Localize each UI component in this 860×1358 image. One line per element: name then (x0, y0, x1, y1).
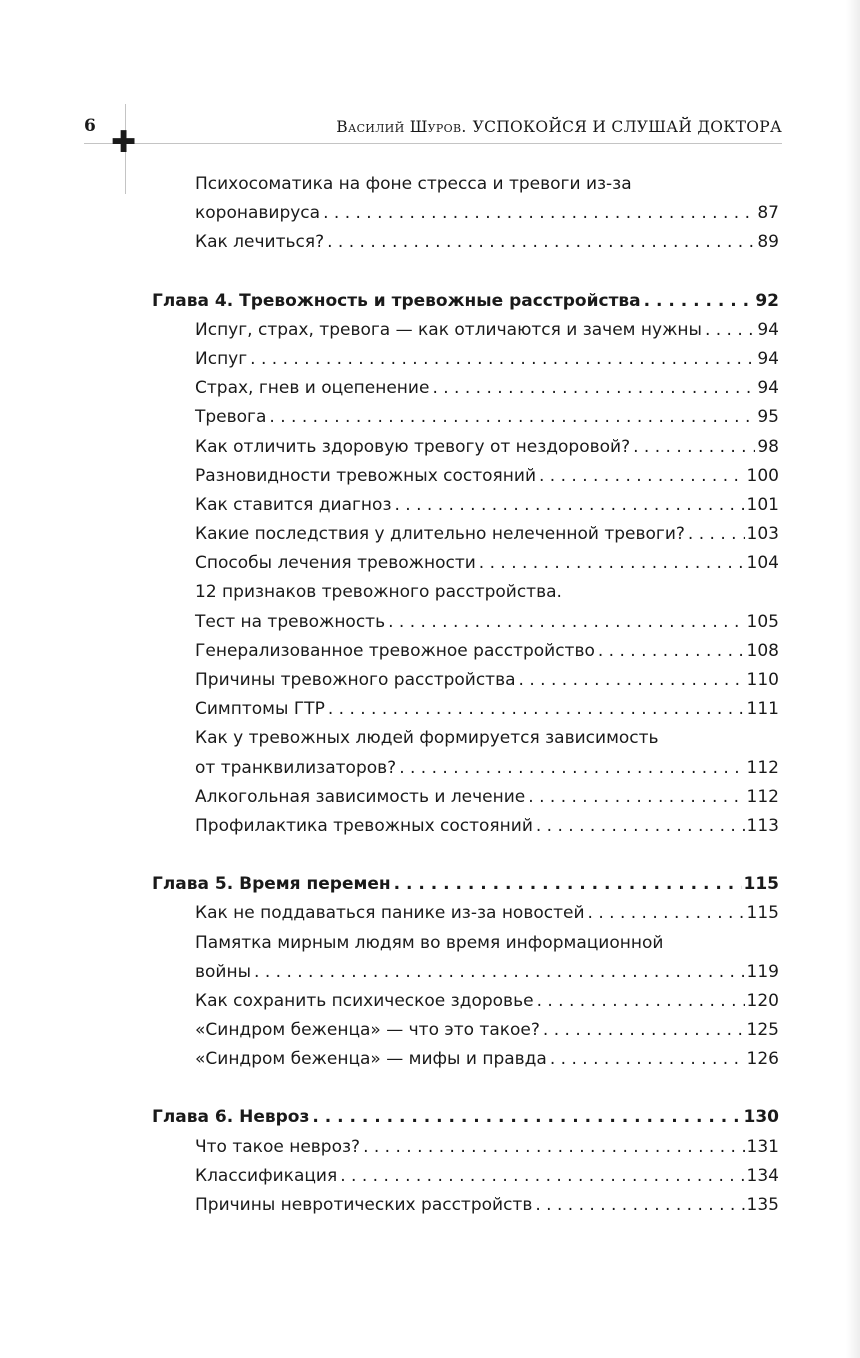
dot-leader (325, 695, 745, 724)
toc-entry (152, 754, 779, 783)
page-edge-shadow (846, 0, 860, 1358)
toc-entry-page-number: 101 (746, 494, 779, 515)
toc-entry (152, 608, 779, 637)
toc-entry-title: Психосоматика на фоне стресса и тревоги из-за (195, 174, 632, 194)
toc-entry (152, 549, 779, 578)
toc-entry (152, 316, 779, 345)
toc-entry-title: Причины невротических расстройств (195, 1195, 533, 1215)
toc-entry-title: Как не поддаваться панике из-за новостей (195, 903, 585, 924)
toc-entry-title: коронавируса (195, 203, 321, 224)
dot-leader (324, 228, 755, 257)
toc-entry-page-number: 112 (746, 757, 779, 778)
toc-entry-title: Профилактика тревожных состояний (195, 815, 533, 836)
dot-leader (385, 608, 744, 637)
toc-entry-page-number: 131 (746, 1136, 779, 1157)
toc-entry-title: Как ставится диагноз (195, 494, 392, 515)
toc-entry-page-number: 95 (757, 407, 779, 428)
toc-entry (152, 1016, 779, 1045)
toc-entry (152, 783, 779, 812)
toc-entry (152, 958, 779, 987)
toc-entry-title: 12 признаков тревожного расстройства. (195, 582, 562, 603)
table-of-contents (152, 170, 779, 1220)
toc-entry (152, 1045, 779, 1074)
toc-entry (152, 228, 779, 257)
toc-entry-page-number: 87 (757, 203, 779, 224)
dot-leader (309, 1103, 741, 1132)
toc-entry-page-number: 89 (757, 232, 779, 253)
dot-leader (533, 812, 745, 841)
toc-entry-page-number: 115 (746, 903, 779, 924)
chapter-heading-page-number: 130 (743, 1107, 779, 1128)
dot-leader (630, 433, 755, 462)
toc-entry-page-number: 110 (746, 670, 779, 690)
toc-entry (152, 374, 779, 403)
chapter-heading (152, 287, 779, 316)
toc-entry-title: войны (195, 961, 252, 982)
toc-entry-title: Какие последствия у длительно нелеченной тревоги? (195, 524, 685, 545)
dot-leader (685, 520, 745, 549)
toc-entry (152, 666, 779, 695)
toc-entry-title: Алкогольная зависимость и лечение (195, 786, 526, 807)
dot-leader (641, 287, 754, 316)
dot-leader (585, 899, 745, 928)
toc-entry-title: Тест на тревожность (195, 611, 386, 632)
toc-entry-page-number: 100 (746, 465, 779, 486)
toc-entry-page-number: 119 (746, 961, 779, 982)
dot-leader (320, 199, 755, 228)
toc-entry-page-number: 135 (746, 1195, 779, 1215)
toc-entry-title: Как лечиться? (195, 232, 325, 253)
toc-entry-title: Как отличить здоровую тревогу от нездоровой? (195, 436, 631, 457)
running-title (336, 117, 782, 137)
toc-entry-title: Что такое невроз? (195, 1136, 361, 1157)
toc-entry-title: Памятка мирным людям во время информационной (195, 932, 664, 953)
dot-leader (595, 637, 745, 666)
toc-entry-title: Как сохранить психическое здоровье (195, 990, 534, 1011)
toc-entry-page-number: 113 (746, 815, 779, 836)
toc-entry (152, 812, 779, 841)
dot-leader (547, 1045, 745, 1074)
toc-section (152, 287, 779, 842)
running-title-author: Василий Шуров. (336, 118, 467, 136)
toc-entry (152, 695, 779, 724)
toc-entry-page-number: 108 (746, 640, 779, 661)
header-rule (84, 143, 782, 144)
toc-entry (152, 403, 779, 432)
toc-entry-page-number: 134 (746, 1165, 779, 1186)
toc-entry-page-number: 120 (746, 990, 779, 1011)
toc-entry-title: Испуг, страх, тревога — как отличаются и зачем нужны (195, 319, 702, 340)
dot-leader (702, 316, 755, 345)
running-title-book: УСПОКОЙСЯ И СЛУШАЙ ДОКТОРА (472, 118, 782, 136)
toc-entry (152, 520, 779, 549)
toc-entry-title: Способы лечения тревожности (195, 553, 476, 574)
toc-entry-page-number: 111 (746, 699, 779, 720)
crop-mark-cross-icon: ✚ (111, 125, 137, 160)
chapter-heading-title: Глава 4. Тревожность и тревожные расстройства (152, 290, 641, 311)
toc-entry-title: от транквилизаторов? (195, 757, 397, 778)
dot-leader (536, 462, 745, 491)
toc-entry (152, 929, 779, 958)
dot-leader (429, 374, 755, 403)
chapter-heading (152, 1103, 779, 1132)
chapter-heading (152, 870, 779, 899)
toc-entry (152, 345, 779, 374)
toc-entry-title: Симптомы ГТР (195, 699, 325, 720)
page-number: 6 (84, 116, 96, 136)
toc-entry-page-number: 125 (746, 1020, 779, 1041)
toc-entry (152, 1191, 779, 1220)
toc-entry-page-number: 103 (746, 524, 779, 545)
toc-entry (152, 899, 779, 928)
toc-entry-page-number: 104 (746, 553, 779, 574)
toc-entry-page-number: 126 (746, 1049, 779, 1070)
toc-entry-title: Причины тревожного расстройства (195, 670, 516, 690)
toc-section (152, 170, 779, 258)
toc-entry-page-number: 94 (757, 348, 779, 369)
dot-leader (516, 666, 745, 695)
chapter-heading-title: Глава 6. Невроз (152, 1107, 310, 1128)
toc-entry-title: Классификация (195, 1165, 338, 1186)
toc-entry-title: «Синдром беженца» — мифы и правда (195, 1049, 547, 1070)
toc-entry-title: Как у тревожных людей формируется зависимость (195, 728, 659, 749)
toc-entry-title: Тревога (195, 407, 267, 428)
chapter-heading-page-number: 115 (743, 874, 779, 895)
dot-leader (534, 987, 745, 1016)
toc-section (152, 870, 779, 1074)
dot-leader (247, 345, 755, 374)
toc-entry (152, 1133, 779, 1162)
chapter-heading-title: Глава 5. Время перемен (152, 874, 391, 895)
dot-leader (391, 870, 742, 899)
dot-leader (266, 403, 755, 432)
toc-entry-title: Разновидности тревожных состояний (195, 465, 536, 486)
dot-leader (251, 958, 745, 987)
toc-entry (152, 199, 779, 228)
dot-leader (525, 783, 744, 812)
toc-entry (152, 578, 779, 607)
toc-entry-title: Испуг (195, 348, 248, 369)
dot-leader (532, 1191, 744, 1220)
toc-section (152, 1103, 779, 1220)
dot-leader (396, 754, 744, 783)
toc-entry-title: «Синдром беженца» — что это такое? (195, 1020, 540, 1041)
dot-leader (476, 549, 745, 578)
toc-entry (152, 637, 779, 666)
toc-entry-title: Генерализованное тревожное расстройство (195, 640, 595, 661)
toc-entry (152, 491, 779, 520)
toc-entry (152, 724, 779, 753)
toc-entry-title: Страх, гнев и оцепенение (195, 378, 430, 399)
dot-leader (337, 1162, 744, 1191)
dot-leader (360, 1133, 744, 1162)
toc-entry-page-number: 98 (757, 436, 779, 457)
toc-entry-page-number: 105 (746, 611, 779, 632)
toc-entry (152, 170, 779, 199)
toc-entry (152, 1162, 779, 1191)
toc-entry-page-number: 94 (757, 378, 779, 399)
toc-entry (152, 462, 779, 491)
running-header (84, 114, 782, 140)
dot-leader (391, 491, 744, 520)
toc-entry (152, 987, 779, 1016)
toc-entry (152, 433, 779, 462)
toc-entry-page-number: 94 (757, 319, 779, 340)
toc-entry-page-number: 112 (746, 786, 779, 807)
dot-leader (540, 1016, 745, 1045)
chapter-heading-page-number: 92 (755, 290, 779, 311)
